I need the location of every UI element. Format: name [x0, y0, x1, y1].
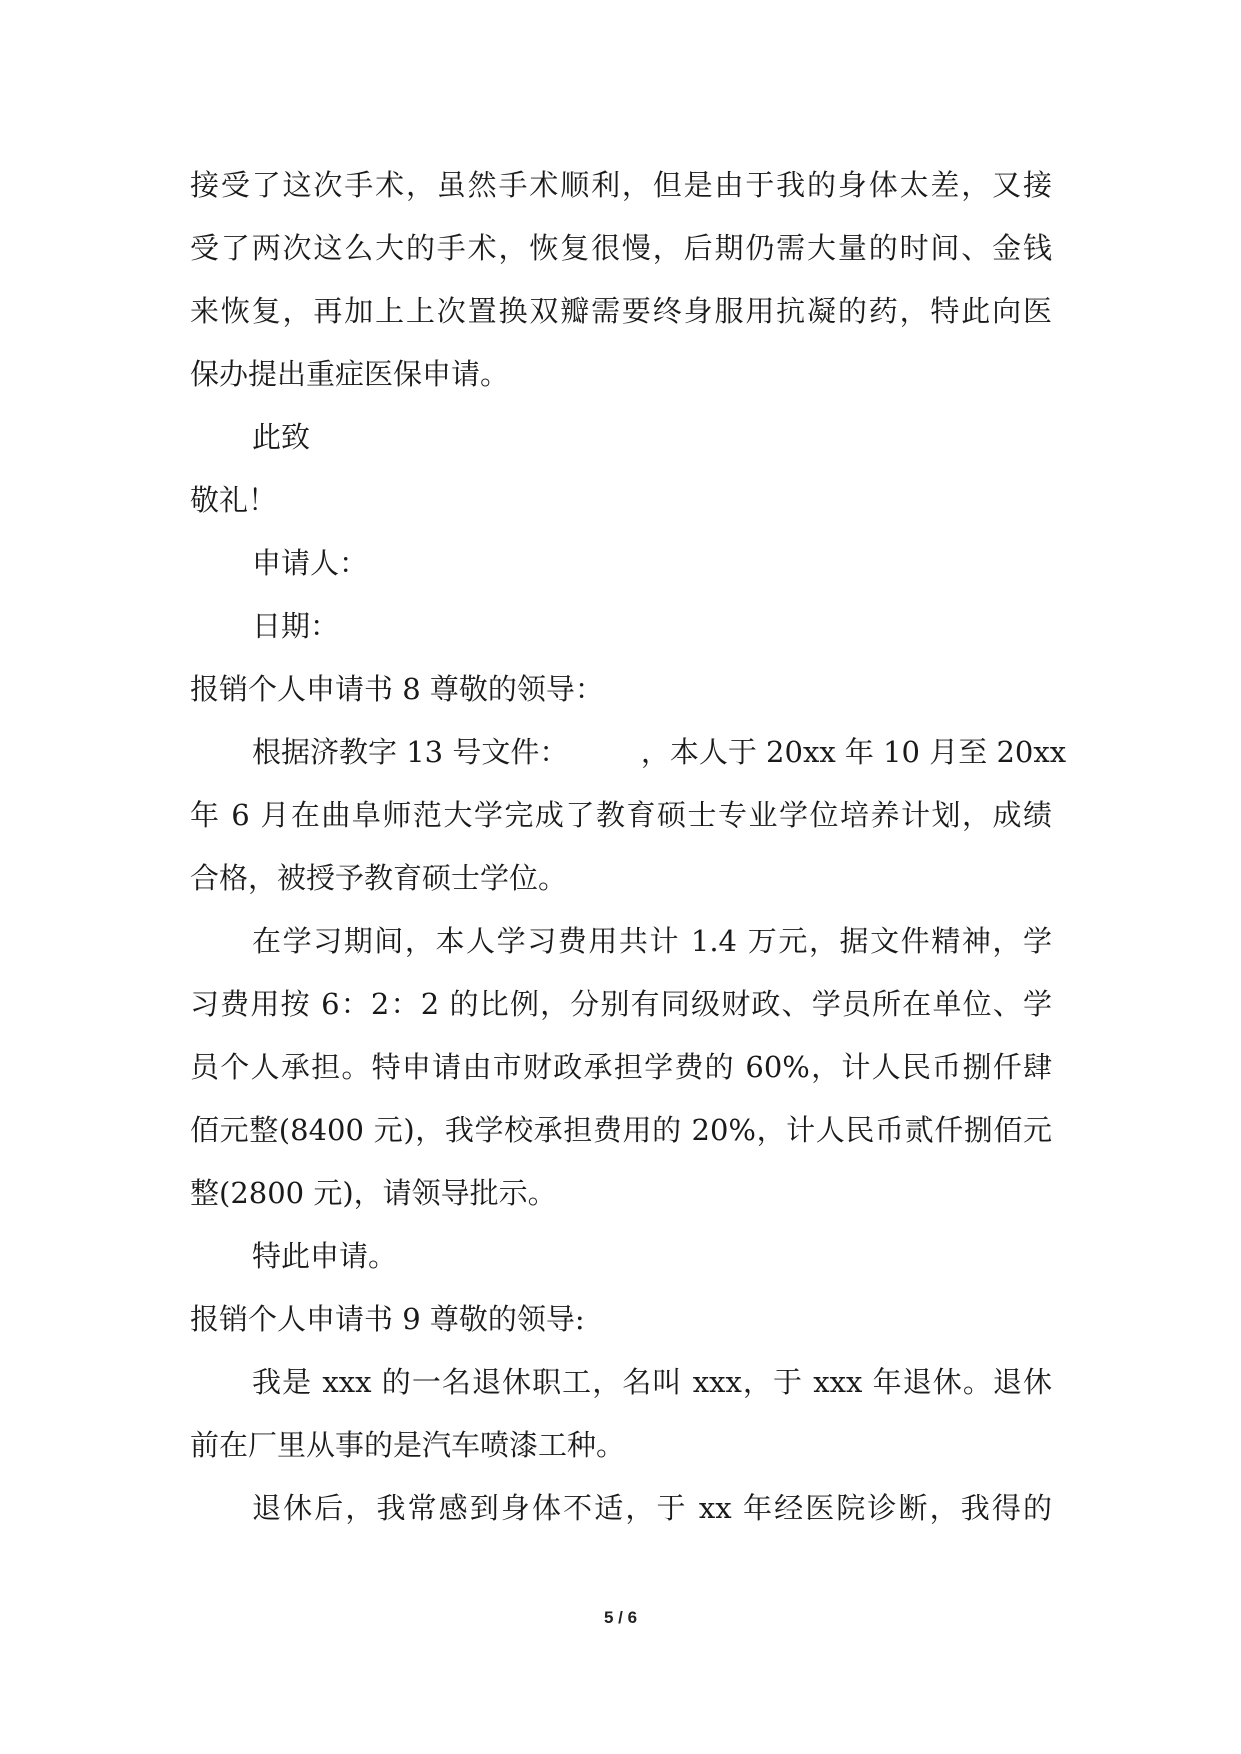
- text-line: 退休后，我常感到身体不适，于 xx 年经医院诊断，我得的: [252, 1491, 1052, 1525]
- text-line: 合格，被授予教育硕士学位。: [190, 861, 568, 895]
- section-heading: 报销个人申请书 9 尊敬的领导:: [190, 1302, 585, 1336]
- text-line: 保办提出重症医保申请。: [190, 357, 510, 391]
- text-line: 前在厂里从事的是汽车喷漆工种。: [190, 1428, 626, 1462]
- text-line: 根据济教字 13 号文件： ，本人于 20xx 年 10 月至 20xx: [252, 735, 1067, 769]
- date-label: 日期：: [252, 609, 340, 643]
- text-line: 习费用按 6：2：2 的比例，分别有同级财政、学员所在单位、学: [190, 987, 1052, 1021]
- text-line: 我是 xxx 的一名退休职工，名叫 xxx，于 xxx 年退休。退休: [252, 1365, 1052, 1399]
- text-line: 员个人承担。特申请由市财政承担学费的 60%，计人民币捌仟肆: [190, 1050, 1052, 1084]
- text-line: 来恢复，再加上上次置换双瓣需要终身服用抗凝的药，特此向医: [190, 294, 1052, 328]
- text-line: 特此申请。: [252, 1239, 398, 1273]
- document-page: [190, 0, 1067, 1754]
- text-line: 在学习期间，本人学习费用共计 1.4 万元，据文件精神，学: [252, 924, 1052, 958]
- text-line: 整(2800 元)，请领导批示。: [190, 1176, 557, 1210]
- text-line: 佰元整(8400 元)，我学校承担费用的 20%，计人民币贰仟捌佰元: [190, 1113, 1052, 1147]
- text-line: 受了两次这么大的手术，恢复很慢，后期仍需大量的时间、金钱: [190, 231, 1052, 265]
- section-heading: 报销个人申请书 8 尊敬的领导：: [190, 672, 604, 706]
- applicant-label: 申请人：: [252, 546, 369, 580]
- page-number: 5 / 6: [603, 1608, 638, 1627]
- closing-line: 敬礼！: [190, 483, 278, 517]
- salutation-line: 此致: [252, 420, 311, 454]
- text-line: 接受了这次手术，虽然手术顺利，但是由于我的身体太差，又接: [190, 168, 1052, 202]
- text-line: 年 6 月在曲阜师范大学完成了教育硕士专业学位培养计划，成绩: [190, 798, 1052, 832]
